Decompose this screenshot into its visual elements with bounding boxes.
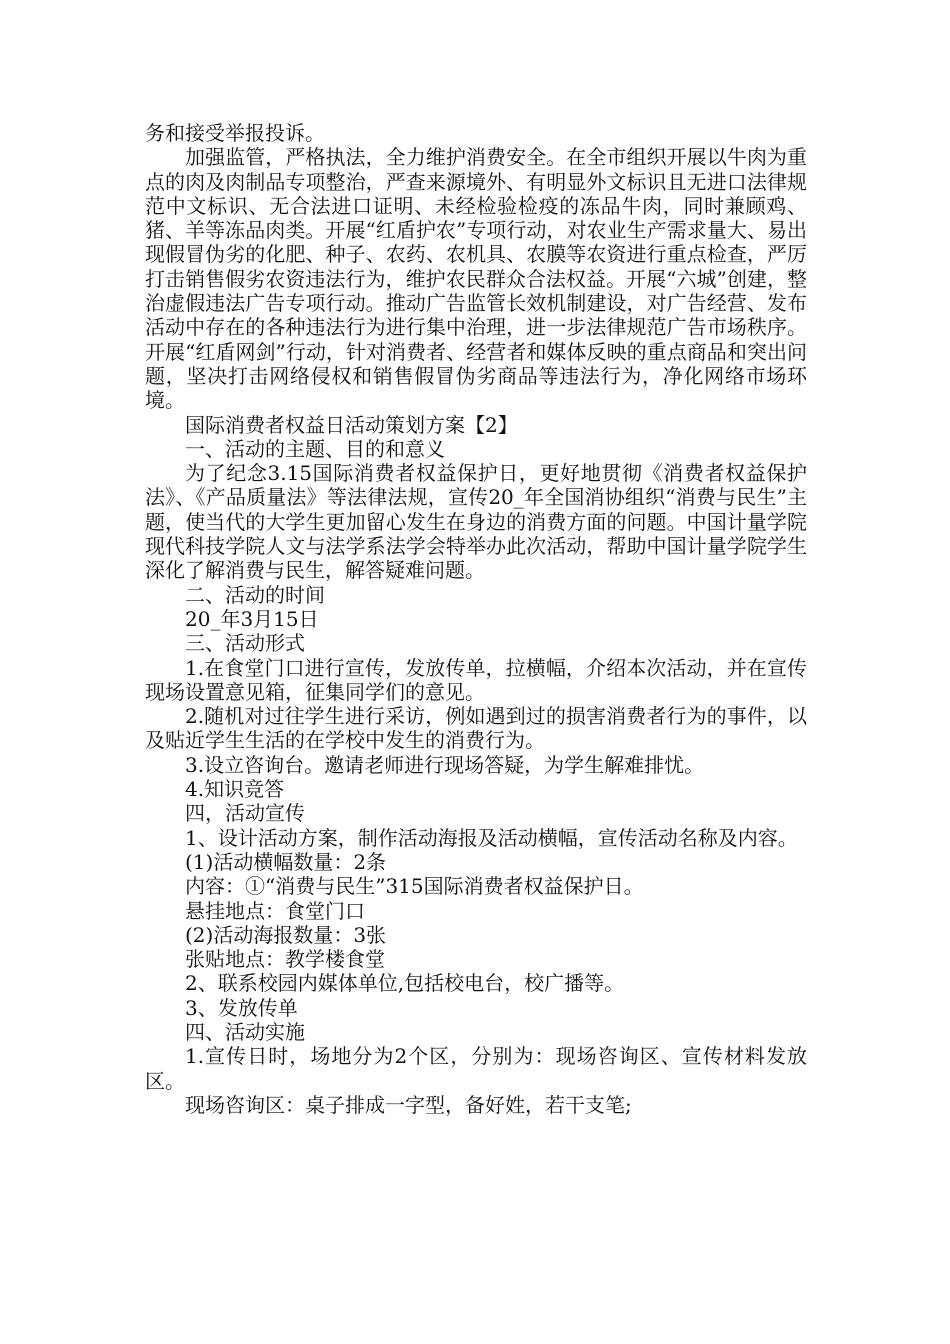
list-item: (1)活动横幅数量：2条 <box>185 849 387 874</box>
section-heading: 四、活动实施 <box>185 1019 305 1044</box>
list-item: 1.宣传日时，场地分为2个区，分别为：现场咨询区、宣传材料发放区。 <box>145 1044 807 1093</box>
list-item: 4.知识竞答 <box>185 777 285 802</box>
list-item: 1、设计活动方案，制作活动海报及活动横幅，宣传活动名称及内容。 <box>185 825 798 850</box>
section-heading: 一、活动的主题、目的和意义 <box>185 436 445 461</box>
section-heading: 四，活动宣传 <box>185 801 305 826</box>
paragraph: 张贴地点：教学楼食堂 <box>185 947 385 972</box>
list-item: 3.设立咨询台。邀请老师进行现场答疑，为学生解难排忧。 <box>185 752 705 777</box>
section-heading: 三、活动形式 <box>185 631 305 656</box>
list-item: 2.随机对过往学生进行采访，例如遇到过的损害消费者行为的事件，以及贴近学生生活的在学校中发生的消费行为。 <box>145 704 807 753</box>
paragraph: 悬挂地点：食堂门口 <box>185 898 365 923</box>
paragraph: 20_年3月15日 <box>185 606 319 631</box>
paragraph: 现场咨询区：桌子排成一字型，备好姓，若干支笔; <box>185 1092 632 1117</box>
document-body <box>145 121 807 1117</box>
section-title: 国际消费者权益日活动策划方案【2】 <box>185 412 518 437</box>
section-heading: 二、活动的时间 <box>185 582 325 607</box>
paragraph: 务和接受举报投诉。 <box>145 121 325 145</box>
paragraph: 为了纪念3.15国际消费者权益保护日，更好地贯彻《消费者权益保护法》、《产品质量法》等法律法规，宣传20_年全国消协组织“消费与民生”主题，使当代的大学生更加留心发生在身边的消费方面的问题。中国计量学院现代科技学院人文与法学系法学会特举办此次活动，帮助中国计量学院学生深化了解消费与民生，解答疑难问题。 <box>145 461 807 583</box>
paragraph: 加强监管，严格执法，全力维护消费安全。在全市组织开展以牛肉为重点的肉及肉制品专项整治，严查来源境外、有明显外文标识且无进口法律规范中文标识、无合法进口证明、未经检验检疫的冻品牛肉，同时兼顾鸡、猪、羊等冻品肉类。开展“红盾护农”专项行动，对农业生产需求量大、易出现假冒伪劣的化肥、种子、农药、农机具、农膜等农资进行重点检查，严厉打击销售假劣农资违法行为，维护农民群众合法权益。开展“六城”创建，整治虚假违法广告专项行动。推动广告监管长效机制建设，对广告经营、发布活动中存在的各种违法行为进行集中治理，进一步法律规范广告市场秩序。开展“红盾网剑”行动，针对消费者、经营者和媒体反映的重点商品和突出问题，坚决打击网络侵权和销售假冒伪劣商品等违法行为，净化网络市场环境。 <box>145 145 807 413</box>
list-item: 3、发放传单 <box>185 995 298 1020</box>
list-item: (2)活动海报数量：3张 <box>185 922 387 947</box>
list-item: 2、联系校园内媒体单位,包括校电台，校广播等。 <box>185 971 625 996</box>
list-item: 1.在食堂门口进行宣传，发放传单，拉横幅，介绍本次活动，并在宣传现场设置意见箱，征集同学们的意见。 <box>145 655 807 704</box>
paragraph: 内容：①“消费与民生”315国际消费者权益保护日。 <box>185 874 644 899</box>
